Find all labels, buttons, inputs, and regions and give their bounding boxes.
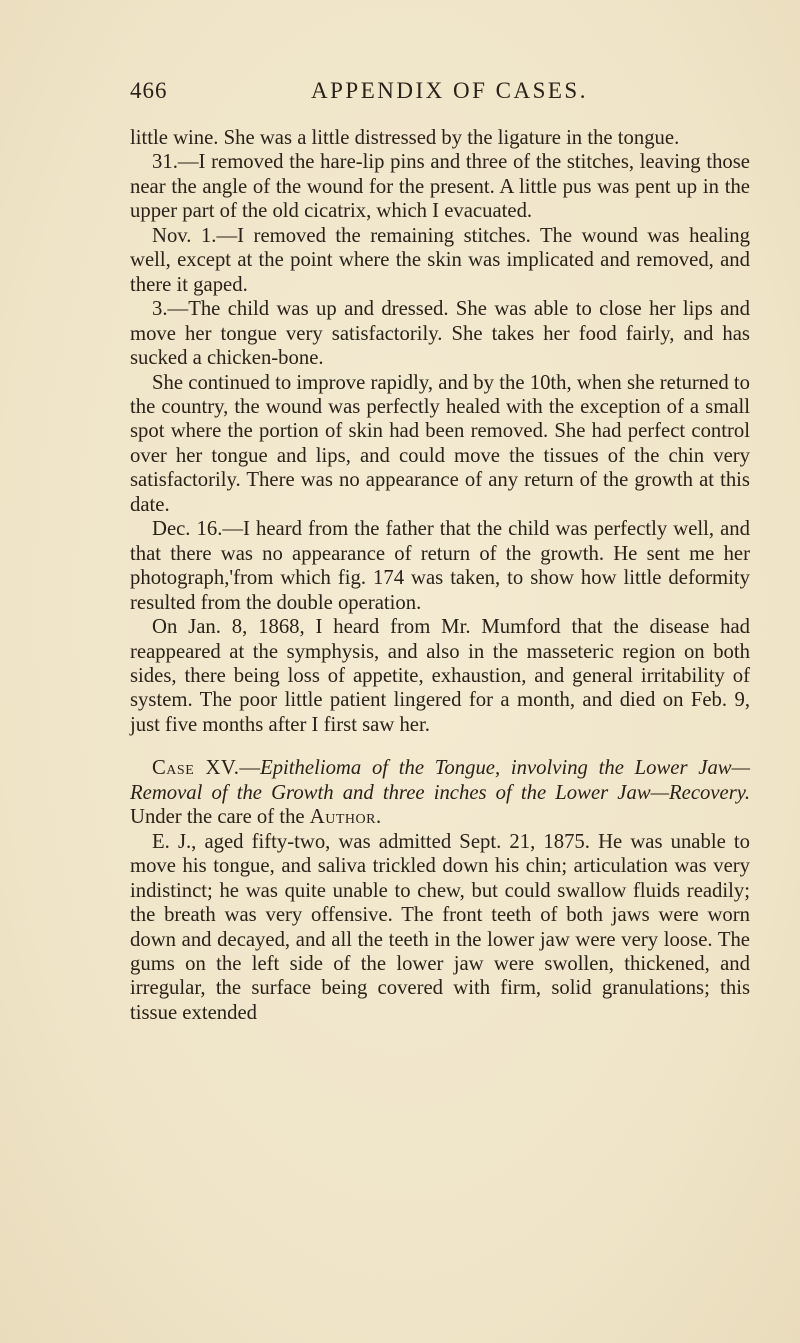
paragraph-continuation: little wine. She was a little distressed by the ligature in the tongue. (130, 127, 680, 149)
page-header (130, 78, 730, 112)
paragraph-nov-1: Nov. 1.—I removed the remaining stitches. The wound was healing well, except at the point where the skin was implicated and removed, and there it gaped. (130, 224, 750, 296)
paragraph-continued-improvement: She continued to improve rapidly, and by the 10th, when she returned to the country, the wound was perfectly healed with the exception of a small spot where the portion of skin had been removed. She had perfect control over her tongue and lips, and could move the tissues of the chin very satisfactorily. There was no appearance of any return of the growth at this date. (130, 371, 750, 516)
paragraph-dec-16: Dec. 16.—I heard from the father that the child was perfectly well, and that there was no appearance of return of the growth. He sent me her photograph,'from which fig. 174 was taken, to show how little deformity resulted from the double operation. (130, 518, 750, 614)
case-title: Epithelioma of the Tongue, involving the Lower Jaw—Removal of the Growth and three inches of the Lower Jaw—Recovery. (130, 757, 750, 804)
paragraph-jan-8: On Jan. 8, 1868, I heard from Mr. Mumford that the disease had reappeared at the symphysis, and also in the masseteric region on both sides, there being loss of appetite, exhaustion, and general irritability of system. The poor little patient lingered for a month, and died on Feb. 9, just five months after I first saw her. (130, 616, 750, 736)
running-head: APPENDIX OF CASES. (311, 78, 588, 103)
paragraph-oct-31: 31.—I removed the hare-lip pins and three of the stitches, leaving those near the angle of the wound for the present. A little pus was pent up in the upper part of the old cicatrix, which I evacuated. (130, 151, 750, 223)
case-label: Case XV. (152, 757, 240, 780)
case-heading (130, 756, 750, 829)
paragraph-case-xv: E. J., aged fifty-two, was admitted Sept. 21, 1875. He was unable to move his tongue, and saliva trickled down his chin; articulation was very indistinct; he was quite unable to chew, but could swallow fluids readily; the breath was very offensive. The front teeth of both jaws were worn down and decayed, and all the teeth in the lower jaw were very loose. The gums on the left side of the lower jaw were swollen, thickened, and irregular, the surface being covered with firm, solid granulations; this tissue extended (130, 830, 750, 1024)
page-number: 466 (130, 78, 168, 103)
case-dash: — (239, 757, 261, 780)
paragraph-nov-3: 3.—The child was up and dressed. She was able to close her lips and move her tongue very satisfactorily. She takes her food fairly, and has sucked a chicken-bone. (130, 298, 750, 370)
case-author: Author. (309, 806, 382, 829)
case-care-text: Under the care of the (130, 806, 310, 829)
body-text (130, 126, 750, 1025)
